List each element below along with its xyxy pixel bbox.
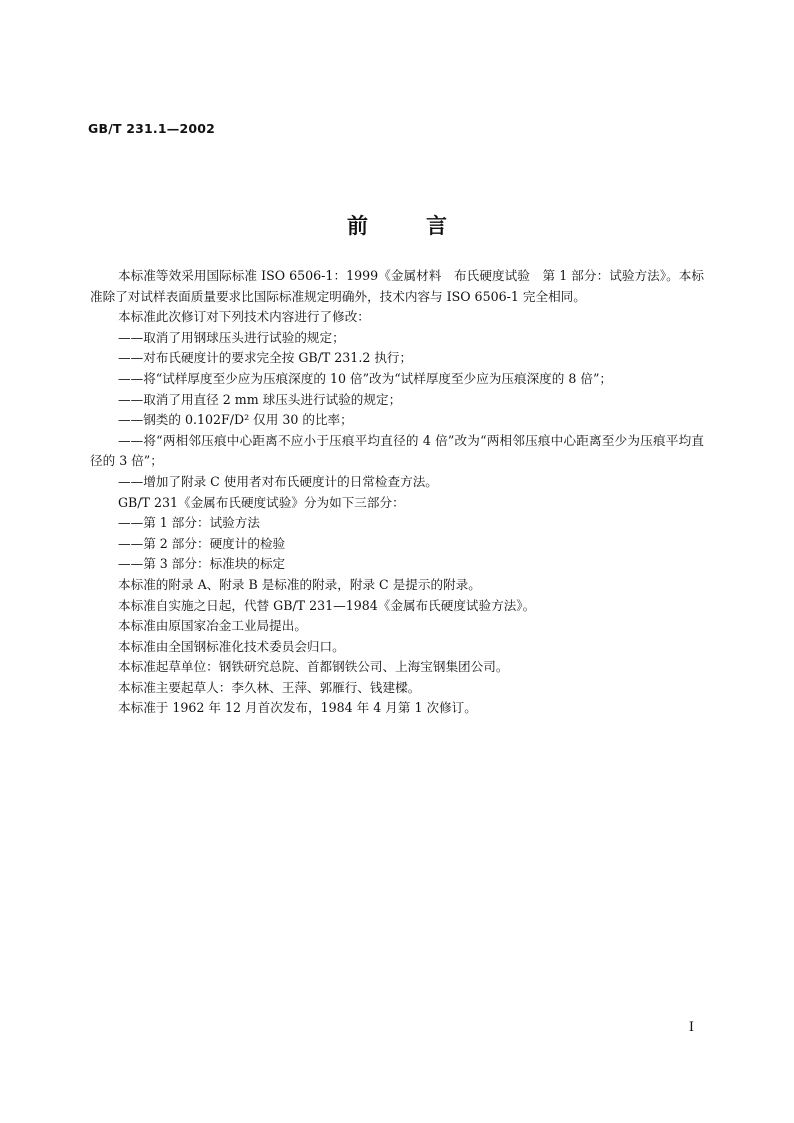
- standard-number: GB/T 231.1—2002: [88, 121, 216, 136]
- paragraph: 本标准起草单位：钢铁研究总院、首都钢铁公司、上海宝钢集团公司。: [118, 659, 509, 675]
- document-body: [90, 266, 704, 719]
- list-item: ——将“两相邻压痕中心距离不应小于压痕平均直径的 4 倍”改为“两相邻压痕中心距离至少为压痕平均直径的 3 倍”；: [90, 432, 704, 469]
- list-item: ——第 3 部分：标准块的标定: [118, 556, 286, 572]
- list-item: ——钢类的 0.102F/D² 仅用 30 的比率；: [118, 412, 353, 428]
- paragraph: 本标准主要起草人：李久林、王萍、郭雁行、钱建樑。: [118, 679, 421, 695]
- paragraph: 本标准此次修订对下列技术内容进行了修改：: [118, 309, 370, 325]
- paragraph: GB/T 231《金属布氏硬度试验》分为如下三部分：: [118, 494, 405, 510]
- paragraph: 本标准等效采用国际标准 ISO 6506-1：1999《金属材料 布氏硬度试验 第 1 部分：试验方法》。本标准除了对试样表面质量要求比国际标准规定明确外，技术内容与 ISO 6506-1 完全相同。: [90, 268, 704, 304]
- paragraph: 本标准由全国钢标准化技术委员会归口。: [118, 638, 345, 654]
- page-number: I: [688, 1020, 694, 1035]
- page-title: 前言: [347, 213, 505, 238]
- paragraph: 本标准由原国家冶金工业局提出。: [118, 618, 307, 634]
- list-item: ——将“试样厚度至少应为压痕深度的 10 倍”改为“试样厚度至少应为压痕深度的 8 倍”；: [118, 370, 612, 386]
- paragraph: 本标准的附录 A、附录 B 是标准的附录，附录 C 是提示的附录。: [118, 576, 481, 592]
- list-item: ——取消了用直径 2 mm 球压头进行试验的规定；: [118, 391, 402, 407]
- list-item: ——取消了用钢球压头进行试验的规定；: [118, 329, 345, 345]
- list-item: ——第 2 部分：硬度计的检验: [118, 535, 286, 551]
- list-item: ——第 1 部分：试验方法: [118, 515, 260, 531]
- paragraph: 本标准自实施之日起，代替 GB/T 231—1984《金属布氏硬度试验方法》。: [118, 597, 536, 613]
- paragraph: 本标准于 1962 年 12 月首次发布，1984 年 4 月第 1 次修订。: [118, 700, 477, 716]
- list-item: ——对布氏硬度计的要求完全按 GB/T 231.2 执行；: [118, 350, 413, 366]
- list-item: ——增加了附录 C 使用者对布氏硬度计的日常检查方法。: [118, 473, 438, 489]
